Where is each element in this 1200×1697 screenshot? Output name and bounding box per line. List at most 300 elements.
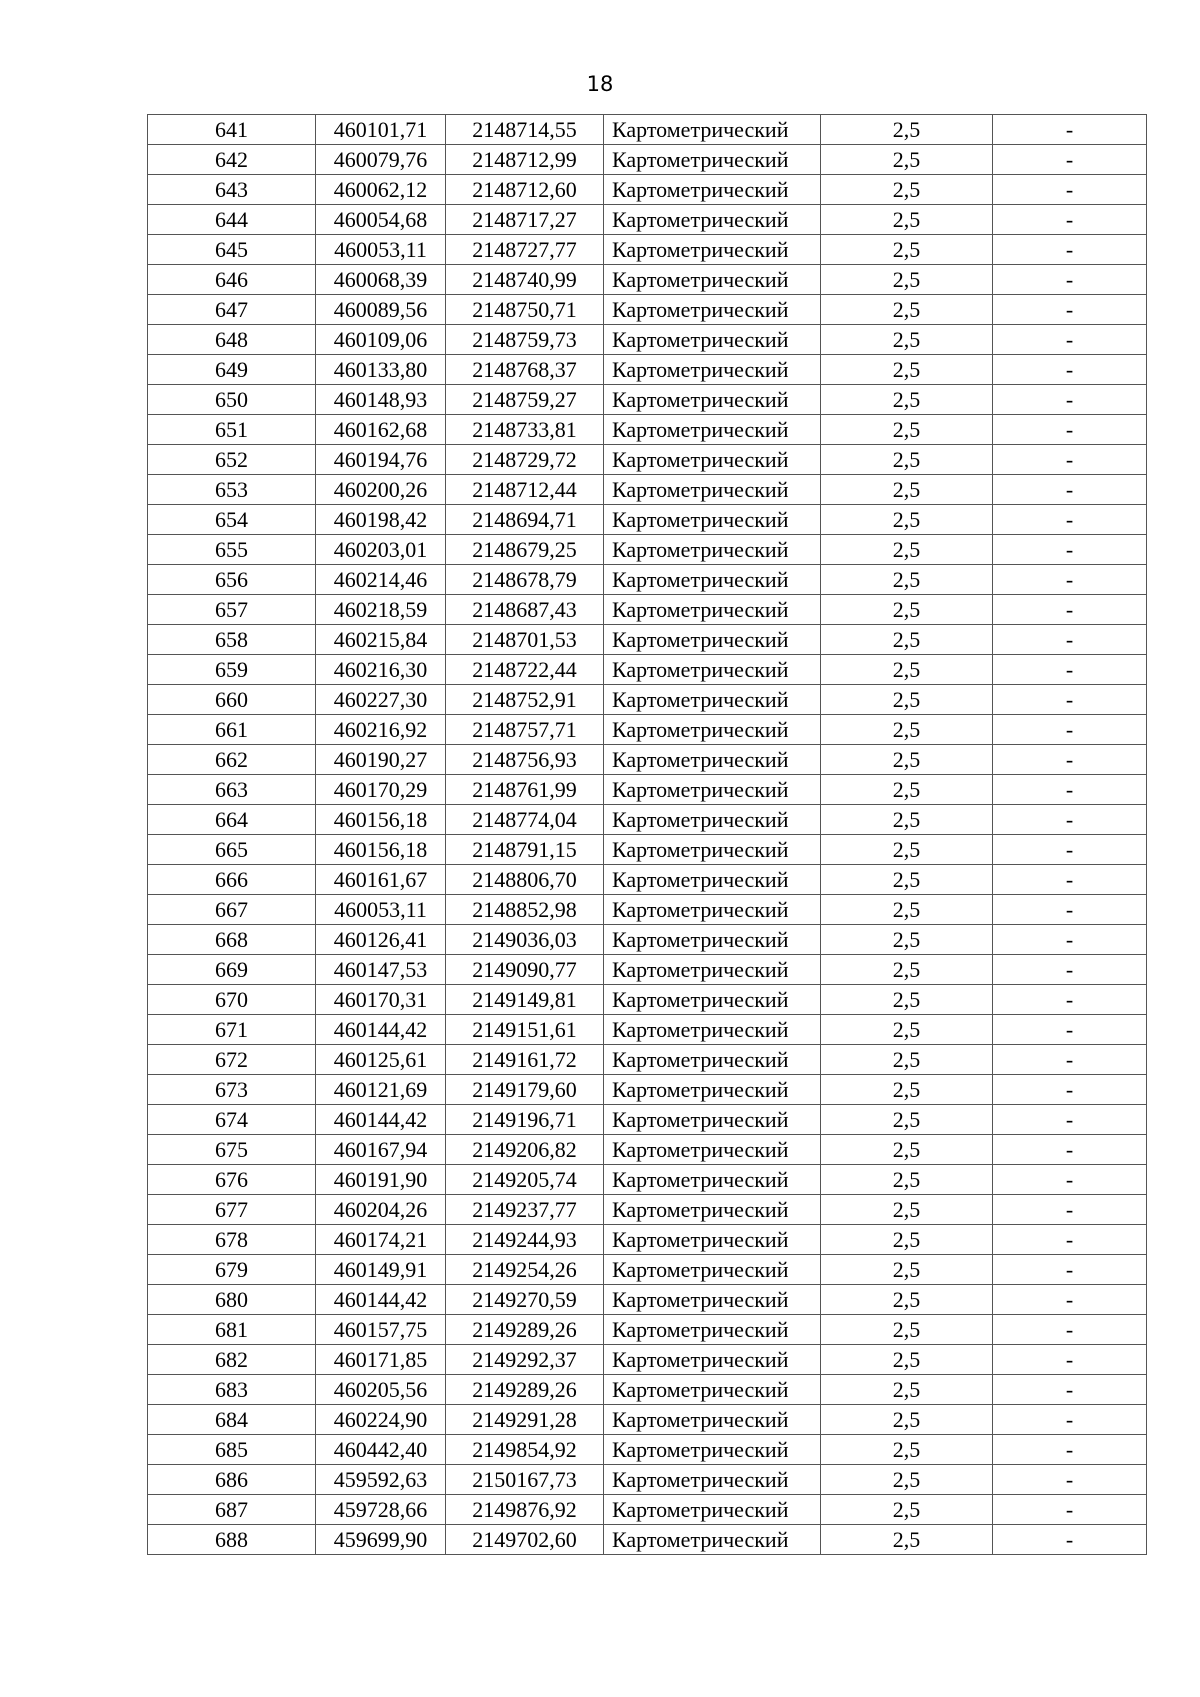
method-cell: Картометрический <box>604 145 821 175</box>
method-cell: Картометрический <box>604 1195 821 1225</box>
table-row <box>148 295 1147 325</box>
y-coordinate-cell: 2149289,26 <box>446 1375 604 1405</box>
method-cell: Картометрический <box>604 1345 821 1375</box>
x-coordinate-cell: 460079,76 <box>316 145 446 175</box>
table-row <box>148 625 1147 655</box>
table-row <box>148 205 1147 235</box>
description-cell: - <box>993 775 1147 805</box>
description-cell: - <box>993 445 1147 475</box>
accuracy-cell: 2,5 <box>821 685 993 715</box>
y-coordinate-cell: 2148712,44 <box>446 475 604 505</box>
point-number-cell: 660 <box>148 685 316 715</box>
table-row <box>148 1465 1147 1495</box>
x-coordinate-cell: 460125,61 <box>316 1045 446 1075</box>
method-cell: Картометрический <box>604 835 821 865</box>
table-row <box>148 1045 1147 1075</box>
description-cell: - <box>993 805 1147 835</box>
point-number-cell: 658 <box>148 625 316 655</box>
x-coordinate-cell: 460170,29 <box>316 775 446 805</box>
y-coordinate-cell: 2148852,98 <box>446 895 604 925</box>
table-row <box>148 925 1147 955</box>
description-cell: - <box>993 1015 1147 1045</box>
x-coordinate-cell: 460218,59 <box>316 595 446 625</box>
table-row <box>148 985 1147 1015</box>
accuracy-cell: 2,5 <box>821 1375 993 1405</box>
x-coordinate-cell: 460162,68 <box>316 415 446 445</box>
table-row <box>148 1165 1147 1195</box>
x-coordinate-cell: 460053,11 <box>316 895 446 925</box>
table-row <box>148 715 1147 745</box>
y-coordinate-cell: 2148761,99 <box>446 775 604 805</box>
description-cell: - <box>993 1225 1147 1255</box>
x-coordinate-cell: 460194,76 <box>316 445 446 475</box>
x-coordinate-cell: 460068,39 <box>316 265 446 295</box>
point-number-cell: 654 <box>148 505 316 535</box>
method-cell: Картометрический <box>604 865 821 895</box>
x-coordinate-cell: 459592,63 <box>316 1465 446 1495</box>
description-cell: - <box>993 1315 1147 1345</box>
point-number-cell: 683 <box>148 1375 316 1405</box>
x-coordinate-cell: 460191,90 <box>316 1165 446 1195</box>
method-cell: Картометрический <box>604 1225 821 1255</box>
accuracy-cell: 2,5 <box>821 1015 993 1045</box>
table-row <box>148 145 1147 175</box>
point-number-cell: 652 <box>148 445 316 475</box>
accuracy-cell: 2,5 <box>821 775 993 805</box>
accuracy-cell: 2,5 <box>821 145 993 175</box>
method-cell: Картометрический <box>604 655 821 685</box>
y-coordinate-cell: 2148756,93 <box>446 745 604 775</box>
table-row <box>148 235 1147 265</box>
table-row <box>148 475 1147 505</box>
point-number-cell: 682 <box>148 1345 316 1375</box>
description-cell: - <box>993 115 1147 145</box>
y-coordinate-cell: 2148774,04 <box>446 805 604 835</box>
description-cell: - <box>993 985 1147 1015</box>
method-cell: Картометрический <box>604 1105 821 1135</box>
table-row <box>148 1405 1147 1435</box>
table-row <box>148 1105 1147 1135</box>
y-coordinate-cell: 2148791,15 <box>446 835 604 865</box>
description-cell: - <box>993 1045 1147 1075</box>
point-number-cell: 668 <box>148 925 316 955</box>
description-cell: - <box>993 625 1147 655</box>
table-row <box>148 685 1147 715</box>
y-coordinate-cell: 2149289,26 <box>446 1315 604 1345</box>
y-coordinate-cell: 2149196,71 <box>446 1105 604 1135</box>
accuracy-cell: 2,5 <box>821 295 993 325</box>
description-cell: - <box>993 895 1147 925</box>
accuracy-cell: 2,5 <box>821 895 993 925</box>
x-coordinate-cell: 460224,90 <box>316 1405 446 1435</box>
point-number-cell: 684 <box>148 1405 316 1435</box>
method-cell: Картометрический <box>604 445 821 475</box>
method-cell: Картометрический <box>604 1405 821 1435</box>
y-coordinate-cell: 2149270,59 <box>446 1285 604 1315</box>
y-coordinate-cell: 2148740,99 <box>446 265 604 295</box>
table-row <box>148 595 1147 625</box>
table-row <box>148 175 1147 205</box>
description-cell: - <box>993 175 1147 205</box>
accuracy-cell: 2,5 <box>821 235 993 265</box>
description-cell: - <box>993 1135 1147 1165</box>
accuracy-cell: 2,5 <box>821 325 993 355</box>
point-number-cell: 676 <box>148 1165 316 1195</box>
accuracy-cell: 2,5 <box>821 355 993 385</box>
table-row <box>148 1015 1147 1045</box>
point-number-cell: 647 <box>148 295 316 325</box>
description-cell: - <box>993 1165 1147 1195</box>
point-number-cell: 666 <box>148 865 316 895</box>
description-cell: - <box>993 385 1147 415</box>
point-number-cell: 672 <box>148 1045 316 1075</box>
x-coordinate-cell: 460156,18 <box>316 835 446 865</box>
x-coordinate-cell: 460204,26 <box>316 1195 446 1225</box>
accuracy-cell: 2,5 <box>821 1135 993 1165</box>
point-number-cell: 670 <box>148 985 316 1015</box>
description-cell: - <box>993 295 1147 325</box>
point-number-cell: 641 <box>148 115 316 145</box>
method-cell: Картометрический <box>604 1255 821 1285</box>
table-row <box>148 505 1147 535</box>
description-cell: - <box>993 325 1147 355</box>
point-number-cell: 643 <box>148 175 316 205</box>
method-cell: Картометрический <box>604 385 821 415</box>
method-cell: Картометрический <box>604 1285 821 1315</box>
description-cell: - <box>993 925 1147 955</box>
point-number-cell: 656 <box>148 565 316 595</box>
y-coordinate-cell: 2148722,44 <box>446 655 604 685</box>
table-row <box>148 325 1147 355</box>
method-cell: Картометрический <box>604 775 821 805</box>
accuracy-cell: 2,5 <box>821 265 993 295</box>
x-coordinate-cell: 460144,42 <box>316 1015 446 1045</box>
table-row <box>148 955 1147 985</box>
description-cell: - <box>993 835 1147 865</box>
accuracy-cell: 2,5 <box>821 115 993 145</box>
x-coordinate-cell: 460133,80 <box>316 355 446 385</box>
x-coordinate-cell: 460161,67 <box>316 865 446 895</box>
point-number-cell: 675 <box>148 1135 316 1165</box>
description-cell: - <box>993 955 1147 985</box>
table-row <box>148 895 1147 925</box>
point-number-cell: 650 <box>148 385 316 415</box>
accuracy-cell: 2,5 <box>821 1165 993 1195</box>
method-cell: Картометрический <box>604 235 821 265</box>
accuracy-cell: 2,5 <box>821 985 993 1015</box>
method-cell: Картометрический <box>604 205 821 235</box>
y-coordinate-cell: 2148729,72 <box>446 445 604 475</box>
accuracy-cell: 2,5 <box>821 1285 993 1315</box>
x-coordinate-cell: 460144,42 <box>316 1105 446 1135</box>
y-coordinate-cell: 2148759,27 <box>446 385 604 415</box>
accuracy-cell: 2,5 <box>821 385 993 415</box>
description-cell: - <box>993 415 1147 445</box>
method-cell: Картометрический <box>604 1165 821 1195</box>
table-row <box>148 1135 1147 1165</box>
y-coordinate-cell: 2149149,81 <box>446 985 604 1015</box>
accuracy-cell: 2,5 <box>821 1045 993 1075</box>
method-cell: Картометрический <box>604 1045 821 1075</box>
accuracy-cell: 2,5 <box>821 565 993 595</box>
method-cell: Картометрический <box>604 115 821 145</box>
accuracy-cell: 2,5 <box>821 1105 993 1135</box>
table-row <box>148 1375 1147 1405</box>
accuracy-cell: 2,5 <box>821 1075 993 1105</box>
y-coordinate-cell: 2148733,81 <box>446 415 604 445</box>
table-row <box>148 1255 1147 1285</box>
point-number-cell: 659 <box>148 655 316 685</box>
x-coordinate-cell: 460121,69 <box>316 1075 446 1105</box>
point-number-cell: 677 <box>148 1195 316 1225</box>
description-cell: - <box>993 265 1147 295</box>
table-row <box>148 745 1147 775</box>
table-row <box>148 265 1147 295</box>
coordinates-table-body <box>148 115 1147 1555</box>
accuracy-cell: 2,5 <box>821 625 993 655</box>
x-coordinate-cell: 460053,11 <box>316 235 446 265</box>
table-row <box>148 115 1147 145</box>
description-cell: - <box>993 865 1147 895</box>
description-cell: - <box>993 235 1147 265</box>
y-coordinate-cell: 2148759,73 <box>446 325 604 355</box>
method-cell: Картометрический <box>604 265 821 295</box>
y-coordinate-cell: 2149036,03 <box>446 925 604 955</box>
method-cell: Картометрический <box>604 1495 821 1525</box>
table-row <box>148 805 1147 835</box>
method-cell: Картометрический <box>604 475 821 505</box>
x-coordinate-cell: 460149,91 <box>316 1255 446 1285</box>
y-coordinate-cell: 2148750,71 <box>446 295 604 325</box>
point-number-cell: 661 <box>148 715 316 745</box>
accuracy-cell: 2,5 <box>821 1195 993 1225</box>
y-coordinate-cell: 2149876,92 <box>446 1495 604 1525</box>
method-cell: Картометрический <box>604 1465 821 1495</box>
accuracy-cell: 2,5 <box>821 745 993 775</box>
y-coordinate-cell: 2148694,71 <box>446 505 604 535</box>
y-coordinate-cell: 2149151,61 <box>446 1015 604 1045</box>
y-coordinate-cell: 2149254,26 <box>446 1255 604 1285</box>
x-coordinate-cell: 460157,75 <box>316 1315 446 1345</box>
method-cell: Картометрический <box>604 1075 821 1105</box>
description-cell: - <box>993 1075 1147 1105</box>
x-coordinate-cell: 460170,31 <box>316 985 446 1015</box>
coordinates-table <box>147 114 1147 1555</box>
table-row <box>148 865 1147 895</box>
accuracy-cell: 2,5 <box>821 475 993 505</box>
point-number-cell: 681 <box>148 1315 316 1345</box>
x-coordinate-cell: 460167,94 <box>316 1135 446 1165</box>
method-cell: Картометрический <box>604 895 821 925</box>
point-number-cell: 673 <box>148 1075 316 1105</box>
point-number-cell: 688 <box>148 1525 316 1555</box>
description-cell: - <box>993 1195 1147 1225</box>
x-coordinate-cell: 460216,92 <box>316 715 446 745</box>
accuracy-cell: 2,5 <box>821 1345 993 1375</box>
description-cell: - <box>993 1495 1147 1525</box>
description-cell: - <box>993 685 1147 715</box>
table-row <box>148 1435 1147 1465</box>
description-cell: - <box>993 715 1147 745</box>
x-coordinate-cell: 460144,42 <box>316 1285 446 1315</box>
method-cell: Картометрический <box>604 1315 821 1345</box>
table-row <box>148 1525 1147 1555</box>
y-coordinate-cell: 2149702,60 <box>446 1525 604 1555</box>
description-cell: - <box>993 595 1147 625</box>
description-cell: - <box>993 565 1147 595</box>
x-coordinate-cell: 460200,26 <box>316 475 446 505</box>
x-coordinate-cell: 460156,18 <box>316 805 446 835</box>
y-coordinate-cell: 2148712,99 <box>446 145 604 175</box>
description-cell: - <box>993 145 1147 175</box>
point-number-cell: 657 <box>148 595 316 625</box>
description-cell: - <box>993 1525 1147 1555</box>
table-row <box>148 1495 1147 1525</box>
y-coordinate-cell: 2148717,27 <box>446 205 604 235</box>
point-number-cell: 662 <box>148 745 316 775</box>
point-number-cell: 665 <box>148 835 316 865</box>
method-cell: Картометрический <box>604 295 821 325</box>
x-coordinate-cell: 460198,42 <box>316 505 446 535</box>
point-number-cell: 646 <box>148 265 316 295</box>
y-coordinate-cell: 2149206,82 <box>446 1135 604 1165</box>
method-cell: Картометрический <box>604 1525 821 1555</box>
x-coordinate-cell: 460089,56 <box>316 295 446 325</box>
description-cell: - <box>993 745 1147 775</box>
x-coordinate-cell: 460214,46 <box>316 565 446 595</box>
description-cell: - <box>993 205 1147 235</box>
method-cell: Картометрический <box>604 565 821 595</box>
method-cell: Картометрический <box>604 415 821 445</box>
table-row <box>148 835 1147 865</box>
point-number-cell: 644 <box>148 205 316 235</box>
accuracy-cell: 2,5 <box>821 1465 993 1495</box>
accuracy-cell: 2,5 <box>821 175 993 205</box>
point-number-cell: 686 <box>148 1465 316 1495</box>
description-cell: - <box>993 1435 1147 1465</box>
y-coordinate-cell: 2148701,53 <box>446 625 604 655</box>
y-coordinate-cell: 2150167,73 <box>446 1465 604 1495</box>
method-cell: Картометрический <box>604 745 821 775</box>
method-cell: Картометрический <box>604 505 821 535</box>
point-number-cell: 655 <box>148 535 316 565</box>
y-coordinate-cell: 2148757,71 <box>446 715 604 745</box>
table-row <box>148 565 1147 595</box>
y-coordinate-cell: 2148752,91 <box>446 685 604 715</box>
method-cell: Картометрический <box>604 1135 821 1165</box>
point-number-cell: 667 <box>148 895 316 925</box>
y-coordinate-cell: 2149244,93 <box>446 1225 604 1255</box>
x-coordinate-cell: 460109,06 <box>316 325 446 355</box>
y-coordinate-cell: 2149090,77 <box>446 955 604 985</box>
accuracy-cell: 2,5 <box>821 1225 993 1255</box>
x-coordinate-cell: 460215,84 <box>316 625 446 655</box>
description-cell: - <box>993 655 1147 685</box>
x-coordinate-cell: 459699,90 <box>316 1525 446 1555</box>
y-coordinate-cell: 2149854,92 <box>446 1435 604 1465</box>
x-coordinate-cell: 460174,21 <box>316 1225 446 1255</box>
description-cell: - <box>993 1105 1147 1135</box>
method-cell: Картометрический <box>604 535 821 565</box>
method-cell: Картометрический <box>604 175 821 205</box>
method-cell: Картометрический <box>604 715 821 745</box>
accuracy-cell: 2,5 <box>821 805 993 835</box>
table-row <box>148 1075 1147 1105</box>
x-coordinate-cell: 460442,40 <box>316 1435 446 1465</box>
method-cell: Картометрический <box>604 1435 821 1465</box>
x-coordinate-cell: 460216,30 <box>316 655 446 685</box>
table-row <box>148 445 1147 475</box>
accuracy-cell: 2,5 <box>821 1435 993 1465</box>
x-coordinate-cell: 460062,12 <box>316 175 446 205</box>
y-coordinate-cell: 2149205,74 <box>446 1165 604 1195</box>
accuracy-cell: 2,5 <box>821 1525 993 1555</box>
table-row <box>148 415 1147 445</box>
table-row <box>148 355 1147 385</box>
y-coordinate-cell: 2148768,37 <box>446 355 604 385</box>
accuracy-cell: 2,5 <box>821 715 993 745</box>
method-cell: Картометрический <box>604 985 821 1015</box>
description-cell: - <box>993 355 1147 385</box>
description-cell: - <box>993 1465 1147 1495</box>
table-row <box>148 1195 1147 1225</box>
description-cell: - <box>993 505 1147 535</box>
y-coordinate-cell: 2148806,70 <box>446 865 604 895</box>
table-row <box>148 775 1147 805</box>
description-cell: - <box>993 1255 1147 1285</box>
point-number-cell: 649 <box>148 355 316 385</box>
description-cell: - <box>993 1405 1147 1435</box>
table-row <box>148 655 1147 685</box>
x-coordinate-cell: 460203,01 <box>316 535 446 565</box>
x-coordinate-cell: 460205,56 <box>316 1375 446 1405</box>
point-number-cell: 663 <box>148 775 316 805</box>
table-row <box>148 1345 1147 1375</box>
accuracy-cell: 2,5 <box>821 1315 993 1345</box>
accuracy-cell: 2,5 <box>821 595 993 625</box>
accuracy-cell: 2,5 <box>821 445 993 475</box>
accuracy-cell: 2,5 <box>821 415 993 445</box>
point-number-cell: 642 <box>148 145 316 175</box>
method-cell: Картометрический <box>604 925 821 955</box>
accuracy-cell: 2,5 <box>821 865 993 895</box>
method-cell: Картометрический <box>604 685 821 715</box>
point-number-cell: 653 <box>148 475 316 505</box>
table-row <box>148 385 1147 415</box>
accuracy-cell: 2,5 <box>821 1405 993 1435</box>
y-coordinate-cell: 2149179,60 <box>446 1075 604 1105</box>
method-cell: Картометрический <box>604 625 821 655</box>
point-number-cell: 680 <box>148 1285 316 1315</box>
x-coordinate-cell: 460171,85 <box>316 1345 446 1375</box>
x-coordinate-cell: 460126,41 <box>316 925 446 955</box>
point-number-cell: 685 <box>148 1435 316 1465</box>
method-cell: Картометрический <box>604 595 821 625</box>
point-number-cell: 671 <box>148 1015 316 1045</box>
table-row <box>148 1285 1147 1315</box>
point-number-cell: 679 <box>148 1255 316 1285</box>
y-coordinate-cell: 2148687,43 <box>446 595 604 625</box>
accuracy-cell: 2,5 <box>821 535 993 565</box>
point-number-cell: 669 <box>148 955 316 985</box>
accuracy-cell: 2,5 <box>821 1255 993 1285</box>
point-number-cell: 674 <box>148 1105 316 1135</box>
point-number-cell: 651 <box>148 415 316 445</box>
accuracy-cell: 2,5 <box>821 505 993 535</box>
y-coordinate-cell: 2149161,72 <box>446 1045 604 1075</box>
y-coordinate-cell: 2148727,77 <box>446 235 604 265</box>
description-cell: - <box>993 475 1147 505</box>
